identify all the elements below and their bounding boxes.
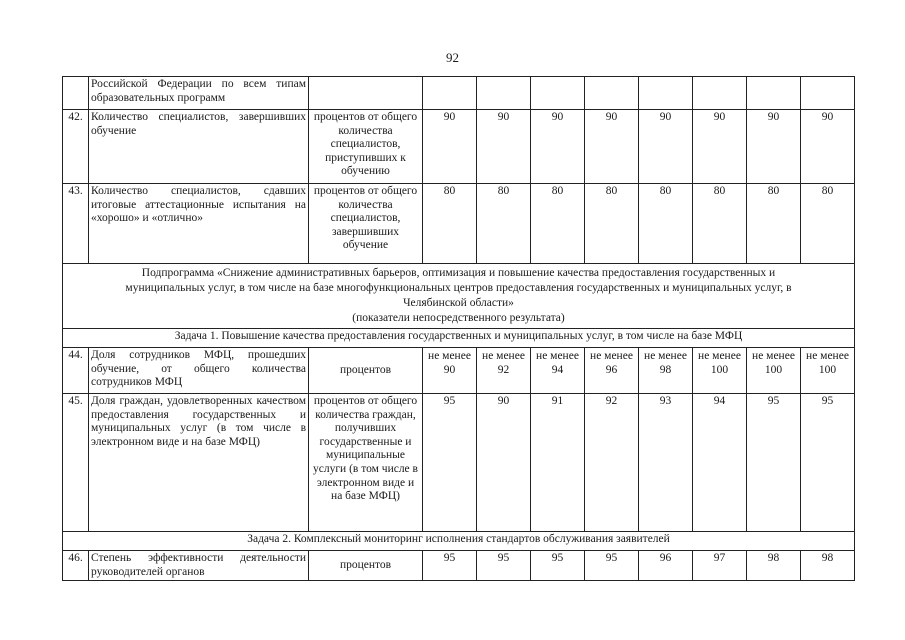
value-cell: не менее 100 <box>747 348 801 394</box>
task-heading: Задача 1. Повышение качества предоставления государственных и муниципальных услуг, в том числе на базе МФЦ <box>63 329 855 348</box>
value-cell: 95 <box>801 394 855 532</box>
value-cell: не менее 100 <box>801 348 855 394</box>
value-cell: 97 <box>693 551 747 581</box>
value-cell: 95 <box>423 551 477 581</box>
subprogram-line: муниципальных услуг, в том числе на базе многофункциональных центров предоставления государственных и муниципальных услуг, в <box>125 282 792 294</box>
value-cell <box>531 77 585 110</box>
value-cell: 98 <box>747 551 801 581</box>
indicator-name: Доля сотрудников МФЦ, прошедших обучение, от общего количества сотрудников МФЦ <box>89 348 309 394</box>
value-cell: 80 <box>477 184 531 264</box>
value-cell: 80 <box>801 184 855 264</box>
indicators-table <box>62 76 855 581</box>
table-row-continuation <box>63 77 855 110</box>
value-cell: 95 <box>585 551 639 581</box>
value-cell: 98 <box>801 551 855 581</box>
value-cell: 92 <box>585 394 639 532</box>
value-cell: 95 <box>423 394 477 532</box>
value-cell: не менее 98 <box>639 348 693 394</box>
value-cell: 90 <box>477 394 531 532</box>
indicator-name: Российской Федерации по всем типам образовательных программ <box>89 77 309 110</box>
row-number: 44. <box>63 348 89 394</box>
table-row-46 <box>63 551 855 581</box>
row-number: 43. <box>63 184 89 264</box>
row-number <box>63 77 89 110</box>
value-cell <box>801 77 855 110</box>
value-cell: не менее 96 <box>585 348 639 394</box>
indicator-name: Количество специалистов, завершивших обучение <box>89 110 309 184</box>
indicator-unit: процентов <box>309 551 423 581</box>
value-cell: 90 <box>639 110 693 184</box>
value-cell: не менее 100 <box>693 348 747 394</box>
row-number: 45. <box>63 394 89 532</box>
indicator-unit: процентов от общего количества специалистов, приступивших к обучению <box>309 110 423 184</box>
value-cell: не менее 90 <box>423 348 477 394</box>
value-cell: 80 <box>585 184 639 264</box>
task-row-1 <box>63 329 855 348</box>
subprogram-line: Челябинской области» <box>403 297 514 309</box>
value-cell: не менее 92 <box>477 348 531 394</box>
subprogram-subtitle: (показатели непосредственного результата) <box>352 312 565 324</box>
indicator-name: Доля граждан, удовлетворенных качеством предоставления государственных и муниципальных услуг (в том числе в электронном виде и на базе МФЦ) <box>89 394 309 532</box>
value-cell: не менее 94 <box>531 348 585 394</box>
value-cell: 93 <box>639 394 693 532</box>
row-number: 46. <box>63 551 89 581</box>
value-cell: 80 <box>693 184 747 264</box>
value-cell: 80 <box>747 184 801 264</box>
indicator-unit: процентов <box>309 348 423 394</box>
value-cell: 94 <box>693 394 747 532</box>
value-cell: 90 <box>531 110 585 184</box>
value-cell: 90 <box>477 110 531 184</box>
value-cell: 80 <box>423 184 477 264</box>
table-row-43 <box>63 184 855 264</box>
table-row-42 <box>63 110 855 184</box>
value-cell <box>639 77 693 110</box>
value-cell <box>747 77 801 110</box>
value-cell <box>477 77 531 110</box>
value-cell: 90 <box>585 110 639 184</box>
value-cell <box>585 77 639 110</box>
value-cell: 90 <box>801 110 855 184</box>
indicator-name: Количество специалистов, сдавших итоговые аттестационные испытания на «хорошо» и «отлично» <box>89 184 309 264</box>
subprogram-line: Подпрограмма «Снижение административных барьеров, оптимизация и повышение качества предоставления государственных и <box>141 267 776 279</box>
page-number: 92 <box>446 50 459 65</box>
row-number: 42. <box>63 110 89 184</box>
value-cell: 90 <box>693 110 747 184</box>
table-row-44 <box>63 348 855 394</box>
subprogram-header <box>63 264 855 329</box>
value-cell: 90 <box>423 110 477 184</box>
value-cell: 91 <box>531 394 585 532</box>
indicator-unit: процентов от общего количества специалистов, завершивших обучение <box>309 184 423 264</box>
value-cell: 80 <box>639 184 693 264</box>
table-row-45 <box>63 394 855 532</box>
value-cell: 96 <box>639 551 693 581</box>
subprogram-header-row <box>63 264 855 329</box>
value-cell: 90 <box>747 110 801 184</box>
indicator-name: Степень эффективности деятельности руководителей органов <box>89 551 309 581</box>
value-cell: 95 <box>477 551 531 581</box>
task-row-2 <box>63 532 855 551</box>
task-heading: Задача 2. Комплексный мониторинг исполнения стандартов обслуживания заявителей <box>63 532 855 551</box>
value-cell <box>693 77 747 110</box>
indicator-unit: процентов от общего количества граждан, получивших государственные и муниципальные услуги (в том числе в электронном виде и на базе МФЦ) <box>309 394 423 532</box>
value-cell: 95 <box>747 394 801 532</box>
value-cell <box>423 77 477 110</box>
value-cell: 95 <box>531 551 585 581</box>
indicator-unit <box>309 77 423 110</box>
value-cell: 80 <box>531 184 585 264</box>
